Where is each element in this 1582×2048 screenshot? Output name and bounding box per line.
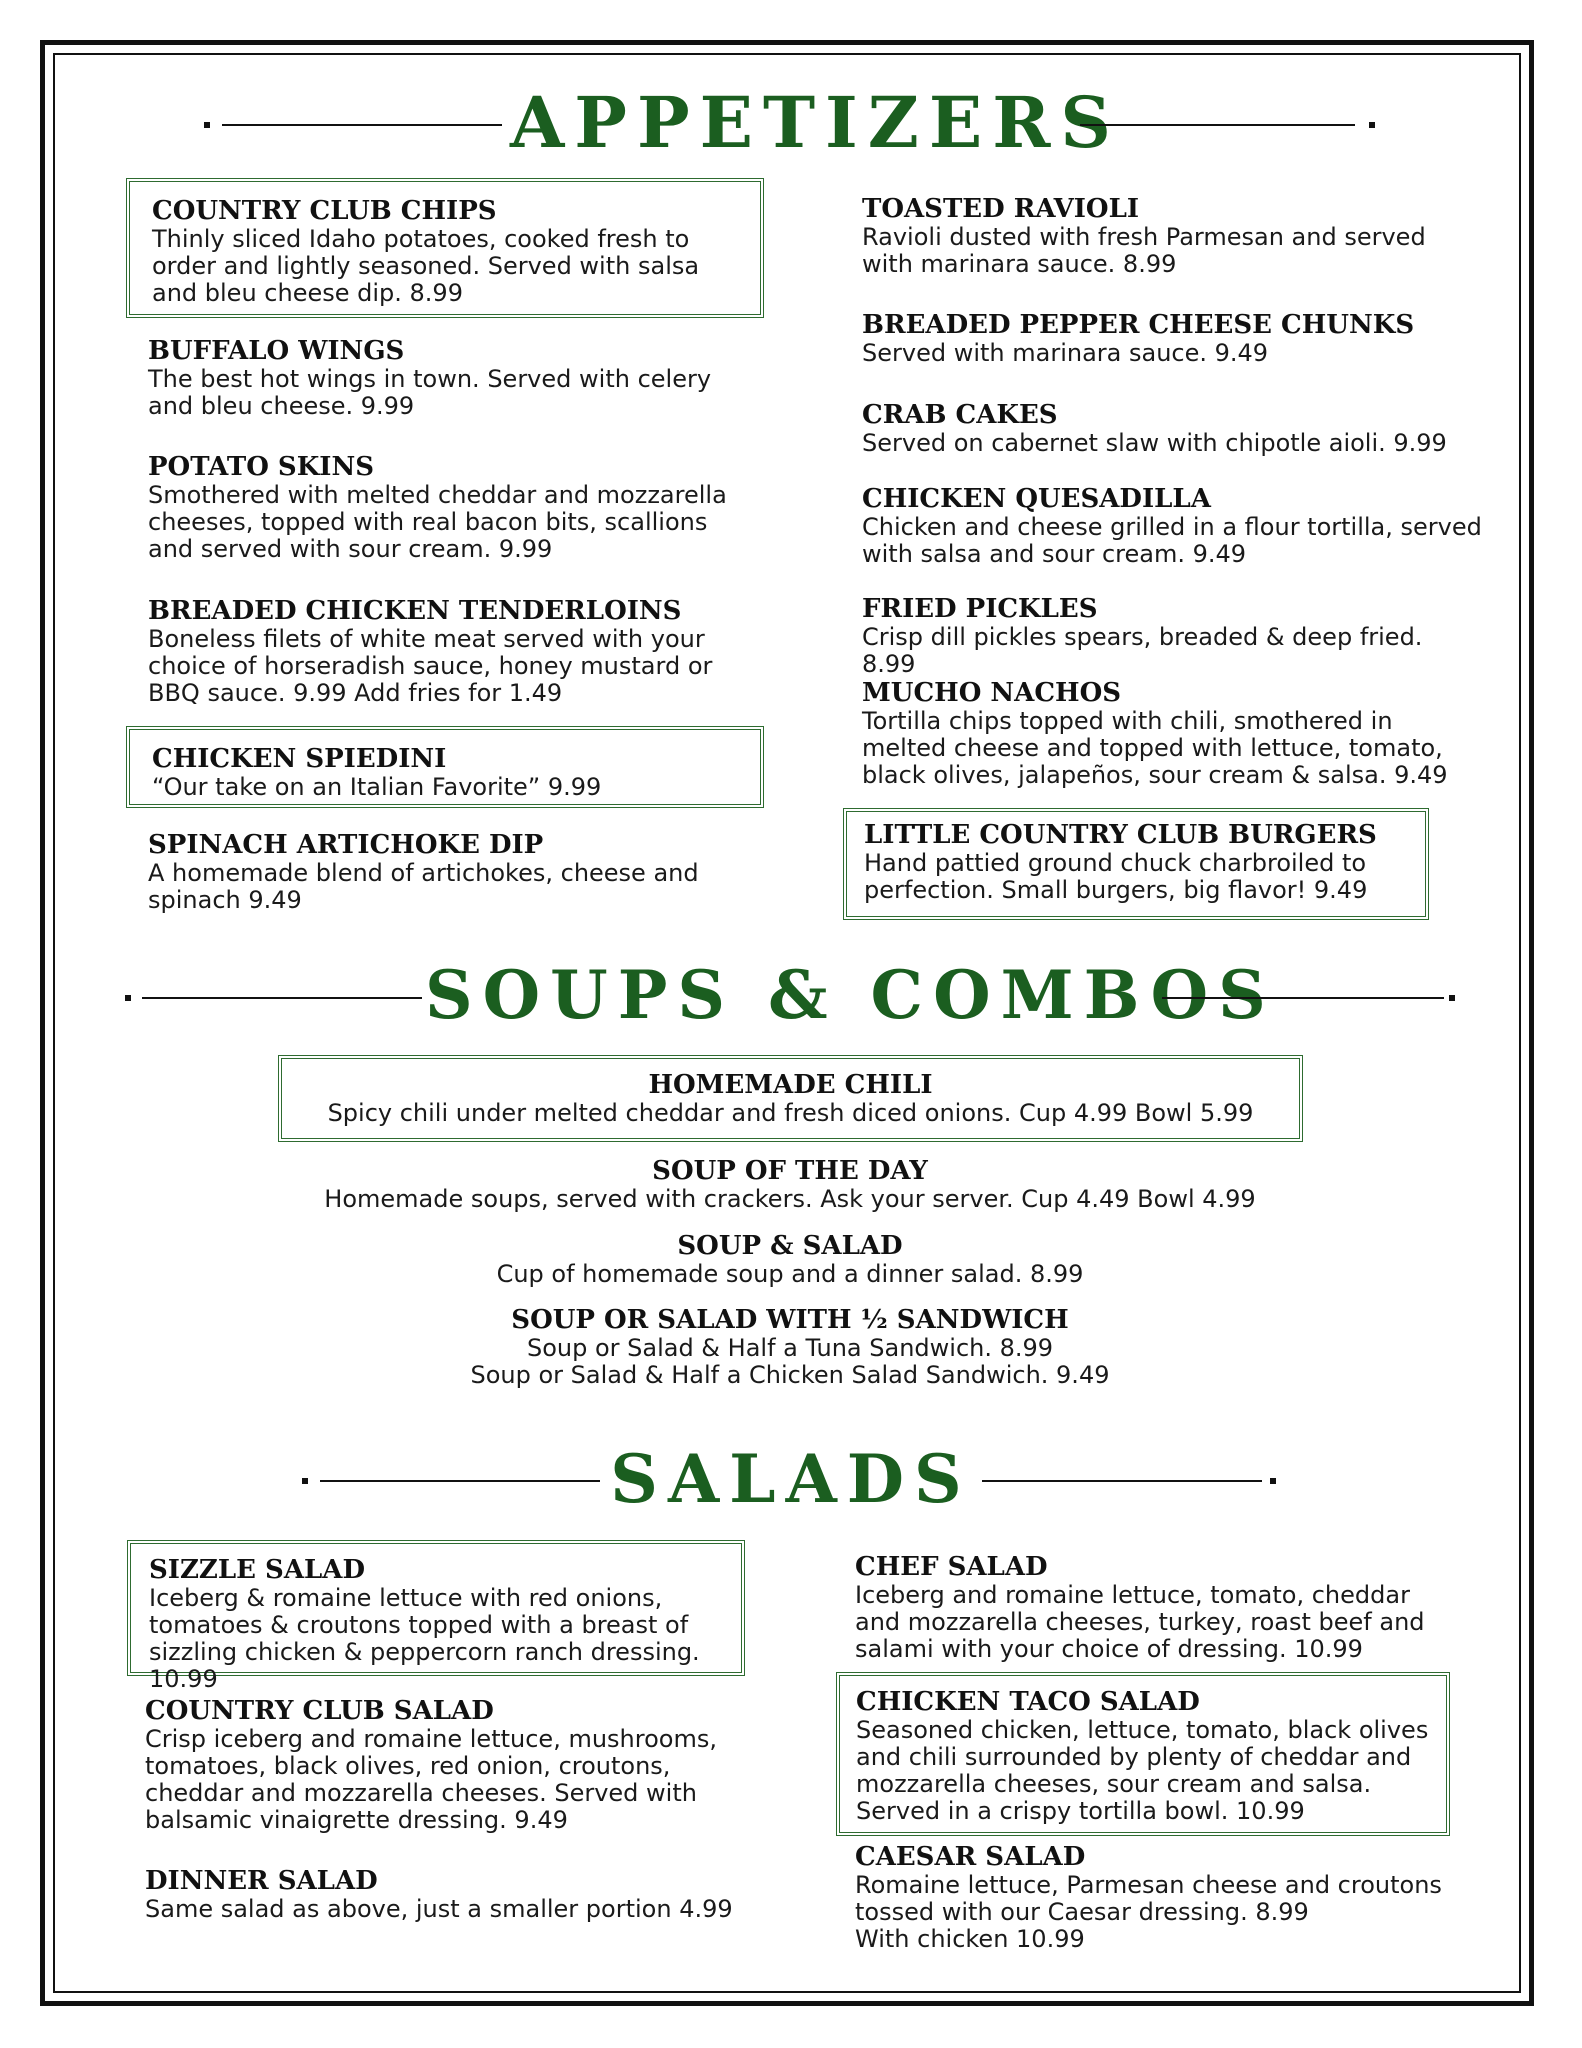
item-description: Crisp iceberg and romaine lettuce, mushrooms, tomatoes, black olives, red onion, croutons, cheddar and mozzarella cheeses. Served with balsamic vinaigrette dressing. 9.49 (145, 1725, 717, 1834)
menu-item (843, 808, 1429, 920)
menu-item (862, 678, 1482, 789)
menu-item (148, 336, 748, 420)
menu-item (145, 1866, 785, 1923)
menu-item (278, 1055, 1303, 1142)
item-description: “Our take on an Italian Favorite” 9.99 (152, 773, 602, 801)
divider-dot (1270, 1478, 1276, 1484)
item-description: Ravioli dusted with fresh Parmesan and served with marinara sauce. 8.99 (862, 223, 1426, 278)
divider-dot (125, 995, 131, 1001)
item-name: TOASTED RAVIOLI (862, 194, 1140, 224)
menu-item (862, 594, 1482, 678)
item-name: LITTLE COUNTRY CLUB BURGERS (864, 820, 1377, 850)
item-description: Hand pattied ground chuck charbroiled to perfection. Small burgers, big flavor! 9.49 (864, 849, 1368, 904)
item-description: Soup or Salad & Half a Tuna Sandwich. 8.99 (526, 1334, 1054, 1362)
item-description: Tortilla chips topped with chili, smothered in melted cheese and topped with lettuce, tomato, black olives, jalapeños, sour cream & salsa. 9.49 (862, 707, 1448, 789)
item-description: Crisp dill pickles spears, breaded & deep fried. 8.99 (862, 623, 1423, 678)
item-name: BUFFALO WINGS (148, 336, 405, 366)
menu-item (855, 1552, 1455, 1663)
item-name: HOMEMADE CHILI (648, 1070, 933, 1100)
item-name: CHEF SALAD (855, 1552, 1048, 1582)
divider-line (982, 1480, 1262, 1482)
menu-item (240, 1305, 1340, 1389)
item-name: BREADED PEPPER CHEESE CHUNKS (862, 310, 1415, 340)
item-name: BREADED CHICKEN TENDERLOINS (148, 596, 682, 626)
item-description: With chicken 10.99 (855, 1925, 1085, 1953)
item-description: Seasoned chicken, lettuce, tomato, black olives and chili surrounded by plenty of cheddar and mozzarella cheeses, sour cream and salsa. Served in a crispy tortilla bowl. 10.99 (856, 1716, 1429, 1825)
item-description: Iceberg & romaine lettuce with red onions, tomatoes & croutons topped with a breast of sizzling chicken & peppercorn ranch dressing. 10.99 (149, 1584, 700, 1693)
menu-item (240, 1156, 1340, 1213)
soups-title: SOUPS & COMBOS (425, 956, 1276, 1034)
item-description: The best hot wings in town. Served with celery and bleu cheese. 9.99 (148, 365, 712, 420)
item-name: SOUP OF THE DAY (652, 1156, 928, 1186)
item-name: SIZZLE SALAD (149, 1555, 365, 1585)
menu-item (145, 1696, 745, 1834)
item-name: CHICKEN SPIEDINI (152, 744, 447, 774)
item-name: POTATO SKINS (148, 452, 375, 482)
item-name: CRAB CAKES (862, 400, 1058, 430)
item-description: Boneless filets of white meat served with your choice of horseradish sauce, honey mustard or BBQ sauce. 9.99 Add fries for 1.49 (148, 625, 713, 707)
divider-dot (1449, 995, 1455, 1001)
menu-item (862, 310, 1482, 367)
divider-dot (204, 122, 210, 128)
divider-line (142, 997, 422, 999)
item-description: Same salad as above, just a smaller portion 4.99 (145, 1895, 733, 1923)
divider-line (222, 124, 502, 126)
menu-item (836, 1672, 1450, 1836)
item-name: CHICKEN QUESADILLA (862, 484, 1211, 514)
item-name: CHICKEN TACO SALAD (856, 1687, 1200, 1717)
item-description: Soup or Salad & Half a Chicken Salad Sandwich. 9.49 (470, 1361, 1110, 1389)
item-description: Chicken and cheese grilled in a flour tortilla, served with salsa and sour cream. 9.49 (862, 513, 1482, 568)
divider-line (320, 1480, 600, 1482)
menu-item (126, 726, 764, 808)
salads-title: SALADS (610, 1440, 972, 1518)
item-name: DINNER SALAD (145, 1866, 378, 1896)
divider-dot (1369, 122, 1375, 128)
item-description: Iceberg and romaine lettuce, tomato, cheddar and mozzarella cheeses, turkey, roast beef and salami with your choice of dressing. 10.99 (855, 1581, 1425, 1663)
menu-item (126, 178, 764, 318)
item-name: COUNTRY CLUB CHIPS (152, 196, 497, 226)
item-description: Served on cabernet slaw with chipotle aioli. 9.99 (862, 429, 1447, 457)
item-description: Cup of homemade soup and a dinner salad. 8.99 (496, 1260, 1084, 1288)
divider-line (1162, 997, 1444, 999)
item-description: Spicy chili under melted cheddar and fresh diced onions. Cup 4.99 Bowl 5.99 (327, 1099, 1254, 1127)
menu-item (127, 1540, 745, 1693)
menu-item (148, 830, 748, 914)
menu-item (148, 596, 748, 707)
menu-item (240, 1231, 1340, 1288)
item-description: Romaine lettuce, Parmesan cheese and croutons tossed with our Caesar dressing. 8.99 (855, 1871, 1442, 1926)
menu-item (862, 400, 1482, 457)
item-description: Smothered with melted cheddar and mozzarella cheeses, topped with real bacon bits, scallions and served with sour cream. 9.99 (148, 481, 727, 563)
item-name: CAESAR SALAD (855, 1842, 1086, 1872)
divider-dot (302, 1478, 308, 1484)
item-description: Served with marinara sauce. 9.49 (862, 339, 1269, 367)
item-description: A homemade blend of artichokes, cheese and spinach 9.49 (148, 859, 699, 914)
divider-line (1080, 124, 1355, 126)
menu-item (855, 1842, 1455, 1953)
item-name: FRIED PICKLES (862, 594, 1098, 624)
item-name: COUNTRY CLUB SALAD (145, 1696, 494, 1726)
item-name: SOUP OR SALAD WITH ½ SANDWICH (511, 1305, 1069, 1335)
menu-item (148, 452, 748, 563)
item-name: MUCHO NACHOS (862, 678, 1122, 708)
appetizers-title: APPETIZERS (510, 81, 1121, 164)
menu-item (862, 194, 1482, 278)
item-description: Thinly sliced Idaho potatoes, cooked fresh to order and lightly seasoned. Served with salsa and bleu cheese dip. 8.99 (152, 225, 700, 307)
item-name: SPINACH ARTICHOKE DIP (148, 830, 544, 860)
item-name: SOUP & SALAD (677, 1231, 903, 1261)
menu-item (862, 484, 1482, 568)
item-description: Homemade soups, served with crackers. Ask your server. Cup 4.49 Bowl 4.99 (324, 1185, 1256, 1213)
